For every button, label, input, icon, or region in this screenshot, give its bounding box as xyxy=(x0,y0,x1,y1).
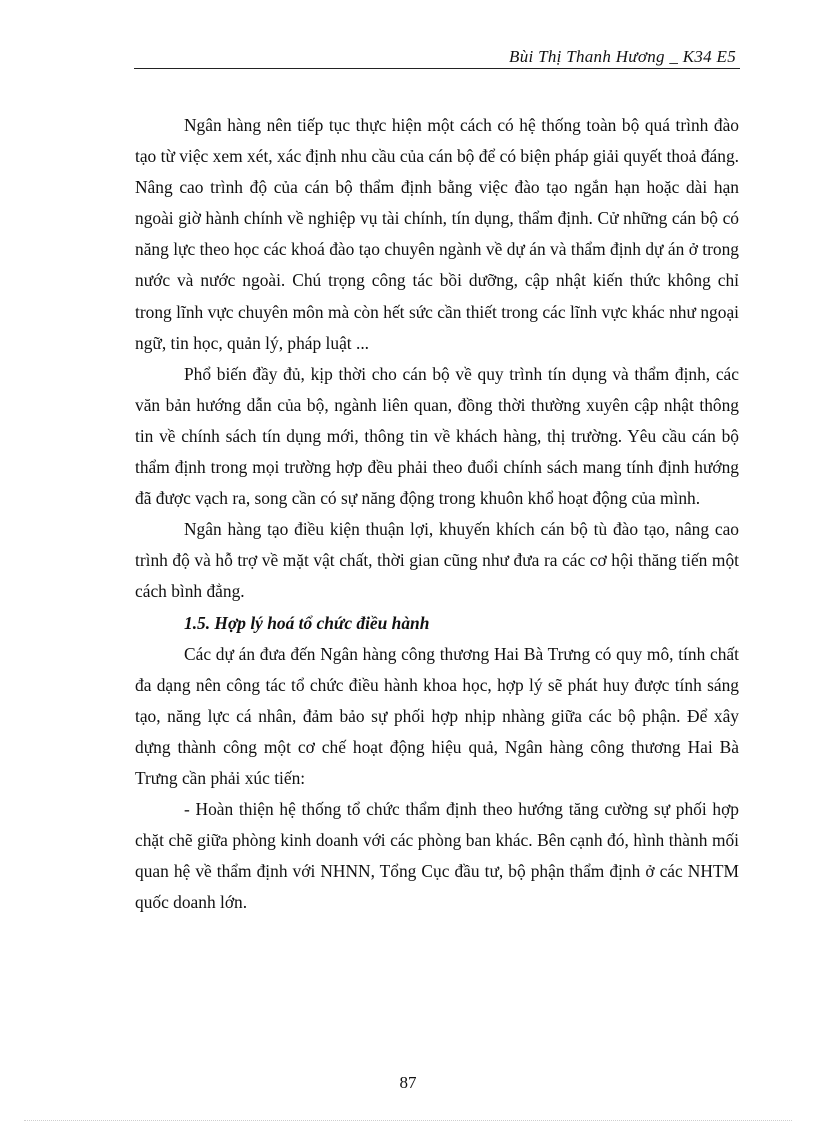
section-heading: 1.5. Hợp lý hoá tổ chức điều hành xyxy=(184,612,430,633)
paragraph-dissemination: Phổ biến đầy đủ, kịp thời cho cán bộ về quy trình tín dụng và thẩm định, các văn bản hướng dẫn của bộ, ngành liên quan, đồng thời thường xuyên cập nhật thông tin về chính sách tín dụng mới, thông tin về khách hàng, thị trường. Yêu cầu cán bộ thẩm định trong mọi trường hợp đều phải theo đuổi chính sách mang tính định hướng đã được vạch ra, song cần có sự năng động trong khuôn khổ hoạt động của mình. xyxy=(135,363,739,509)
paragraph-organization: Các dự án đưa đến Ngân hàng công thương Hai Bà Trưng có quy mô, tính chất đa dạng nên công tác tổ chức điều hành khoa học, hợp lý sẽ phát huy được tính sáng tạo, năng lực cá nhân, đảm bảo sự phối hợp nhịp nhàng giữa các bộ phận. Để xây dựng thành công một cơ chế hoạt động hiệu quả, Ngân hàng công thương Hai Bà Trưng cần phải xúc tiến: xyxy=(135,643,739,788)
footer-divider xyxy=(24,1120,792,1121)
paragraph-list-item: - Hoàn thiện hệ thống tổ chức thẩm định theo hướng tăng cường sự phối hợp chặt chẽ giữa phòng kinh doanh với các phòng ban khác. Bên cạnh đó, hình thành mối quan hệ về thẩm định với NHNN, Tổng Cục đầu tư, bộ phận thẩm định ở các NHTM quốc doanh lớn. xyxy=(135,799,739,913)
header-author: Bùi Thị Thanh Hương _ K34 E5 xyxy=(509,47,736,66)
page-header xyxy=(134,44,740,69)
document-body xyxy=(135,110,739,918)
paragraph-incentives: Ngân hàng tạo điều kiện thuận lợi, khuyến khích cán bộ tù đào tạo, nâng cao trình độ và hỗ trợ về mặt vật chất, thời gian cũng như đưa ra các cơ hội thăng tiến một cách bình đẳng. xyxy=(135,519,739,602)
paragraph-training: Ngân hàng nên tiếp tục thực hiện một cách có hệ thống toàn bộ quá trình đào tạo từ việc xem xét, xác định nhu cầu của cán bộ để có biện pháp giải quyết thoả đáng. Nâng cao trình độ của cán bộ thẩm định bằng việc đào tạo ngắn hạn hoặc dài hạn ngoài giờ hành chính về nghiệp vụ tài chính, tín dụng, thẩm định. Cử những cán bộ có năng lực theo học các khoá đào tạo chuyên ngành về dự án và thẩm định dự án ở trong nước và nước ngoài. Chú trọng công tác bồi dưỡng, cập nhật kiến thức không chỉ trong lĩnh vực chuyên môn mà còn hết sức cần thiết trong các lĩnh vực khác như ngoại ngữ, tin học, quản lý, pháp luật ... xyxy=(135,115,739,353)
page-number: 87 xyxy=(399,1073,417,1092)
